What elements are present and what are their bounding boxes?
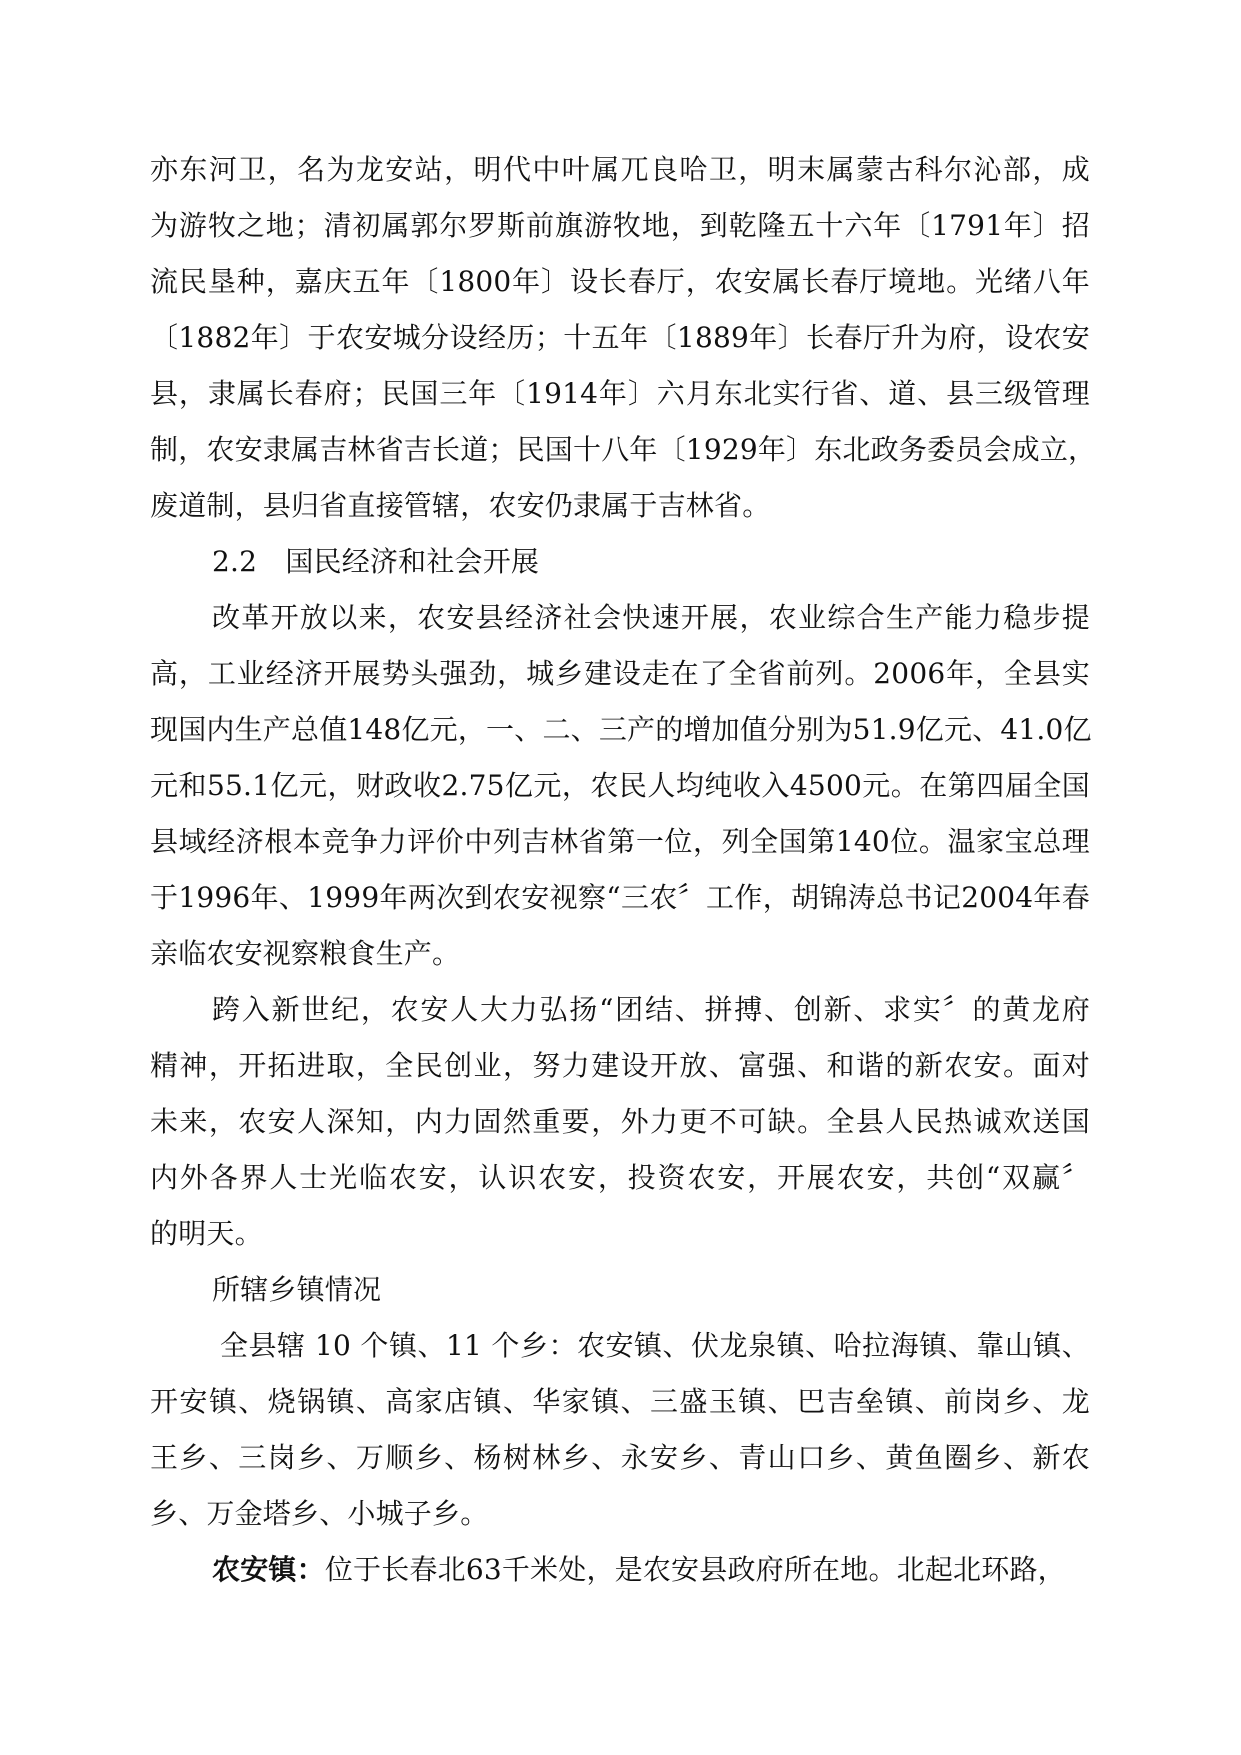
paragraph-line: 乡、万金塔乡、小城子乡。	[150, 1497, 489, 1530]
paragraph-line: 于1996年、1999年两次到农安视察“三农〞工作，胡锦涛总书记2004年春	[150, 881, 1090, 914]
paragraph-line: 改革开放以来，农安县经济社会快速开展，农业综合生产能力稳步提	[212, 601, 1090, 634]
paragraph-line: 王乡、三岗乡、万顺乡、杨树林乡、永安乡、青山口乡、黄鱼圈乡、新农	[150, 1441, 1090, 1474]
town-description: 位于长春北63千米处，是农安县政府所在地。北起北环路，	[324, 1553, 1066, 1586]
paragraph-line: 流民垦种，嘉庆五年〔1800年〕设长春厅，农安属长春厅境地。光绪八年	[150, 265, 1090, 298]
town-label: 农安镇：	[212, 1553, 325, 1586]
paragraph-line: 开安镇、烧锅镇、高家店镇、华家镇、三盛玉镇、巴吉垒镇、前岗乡、龙	[150, 1385, 1090, 1418]
paragraph-line: 全县辖 10 个镇、11 个乡：农安镇、伏龙泉镇、哈拉海镇、靠山镇、	[220, 1329, 1090, 1362]
paragraph-line: 精神，开拓进取，全民创业，努力建设开放、富强、和谐的新农安。面对	[150, 1049, 1090, 1082]
paragraph-line: 内外各界人士光临农安，认识农安，投资农安，开展农安，共创“双赢〞	[150, 1161, 1090, 1194]
paragraph-line: 县，隶属长春府；民国三年〔1914年〕六月东北实行省、道、县三级管理	[150, 377, 1090, 410]
section-heading: 所辖乡镇情况	[212, 1273, 382, 1306]
paragraph-line: 未来，农安人深知，内力固然重要，外力更不可缺。全县人民热诚欢送国	[150, 1105, 1090, 1138]
paragraph-line: 制，农安隶属吉林省吉长道；民国十八年〔1929年〕东北政务委员会成立，	[150, 433, 1097, 466]
paragraph-line: 为游牧之地；清初属郭尔罗斯前旗游牧地，到乾隆五十六年〔1791年〕招	[150, 209, 1090, 242]
section-heading: 2.2 国民经济和社会开展	[212, 545, 540, 578]
paragraph-line: 的明天。	[150, 1217, 263, 1250]
paragraph-line: 亲临农安视察粮食生产。	[150, 937, 461, 970]
paragraph-line: 〔1882年〕于农安城分设经历；十五年〔1889年〕长春厅升为府，设农安	[150, 321, 1090, 354]
paragraph-line: 高，工业经济开展势头强劲，城乡建设走在了全省前列。2006年，全县实	[150, 657, 1090, 690]
paragraph-line: 跨入新世纪，农安人大力弘扬“团结、拼搏、创新、求实〞的黄龙府	[212, 993, 1090, 1026]
paragraph-line	[212, 1550, 1090, 1590]
paragraph-line: 元和55.1亿元，财政收2.75亿元，农民人均纯收入4500元。在第四届全国	[150, 769, 1090, 802]
paragraph-line: 亦东河卫，名为龙安站，明代中叶属兀良哈卫，明末属蒙古科尔沁部，成	[150, 153, 1090, 186]
paragraph-line: 县域经济根本竞争力评价中列吉林省第一位，列全国第140位。温家宝总理	[150, 825, 1090, 858]
paragraph-line: 废道制，县归省直接管辖，农安仍隶属于吉林省。	[150, 489, 771, 522]
paragraph-line: 现国内生产总值148亿元，一、二、三产的增加值分别为51.9亿元、41.0亿	[150, 713, 1092, 746]
